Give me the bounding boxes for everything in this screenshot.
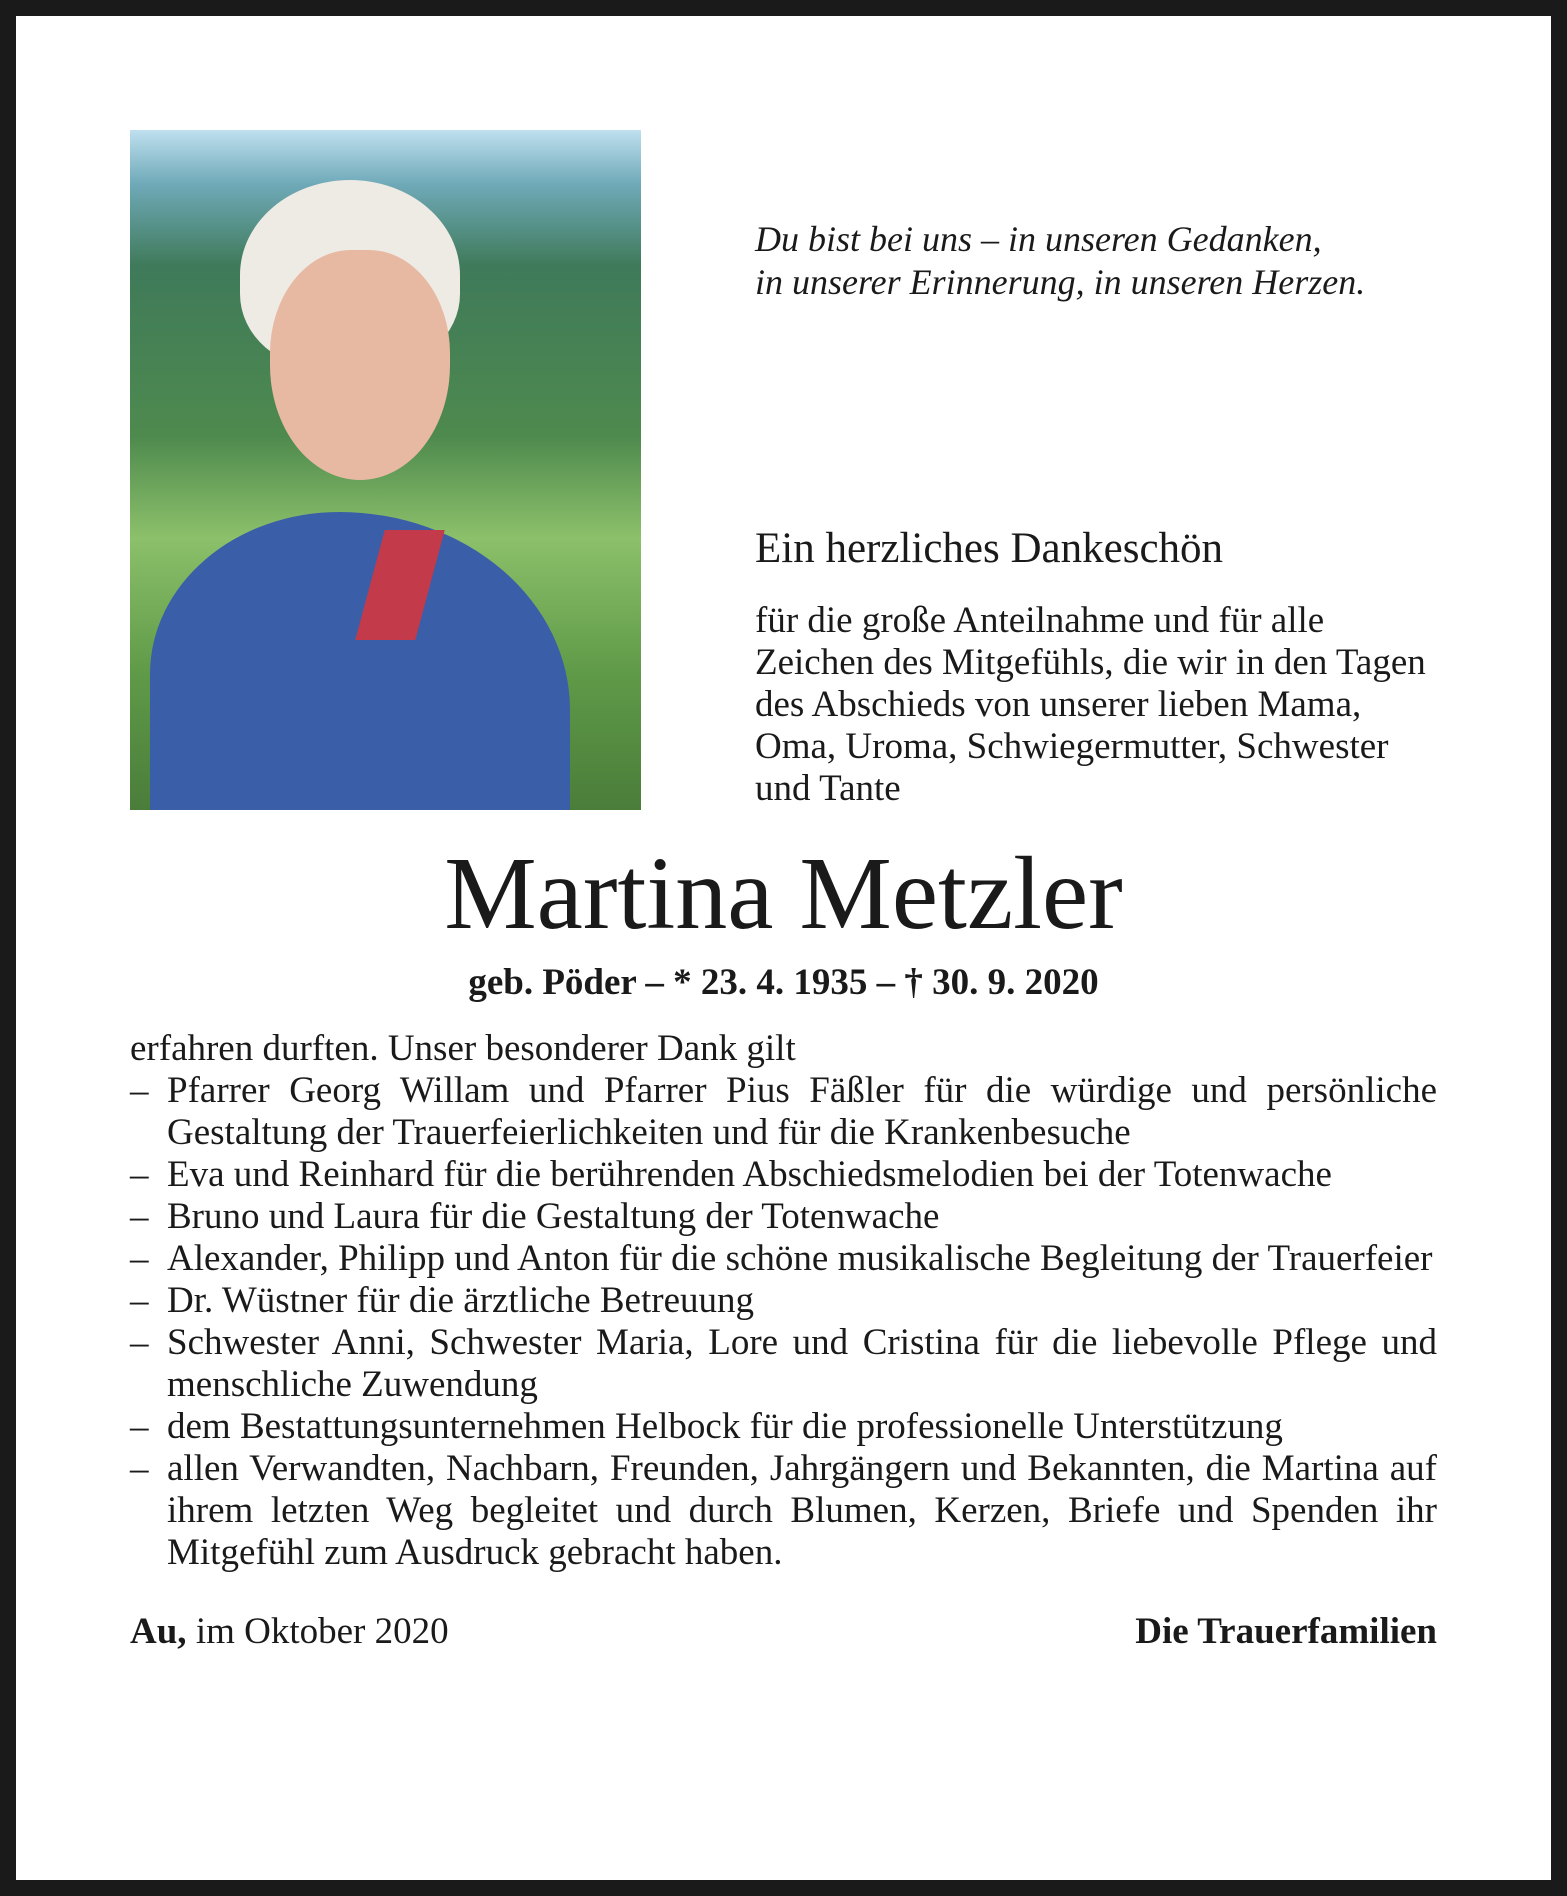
list-item [130,1154,1437,1196]
dash-bullet: – [130,1070,149,1111]
quote-line: in unserer Erinnerung, in unseren Herzen. [755,262,1366,302]
footer [130,1610,1437,1654]
list-item-text: allen Verwandten, Nachbarn, Freunden, Jahrgängern und Bekannten, die Martina auf ihrem letzten Weg begleitet und durch Blumen, Kerzen, Briefe und Spenden ihr Mitgefühl zum Ausdruck gebracht haben. [167,1448,1437,1573]
list-item-text: Bruno und Laura für die Gestaltung der Totenwache [167,1196,940,1237]
photo-face [270,250,450,480]
obituary-page [16,16,1551,1880]
list-item-text: Dr. Wüstner für die ärztliche Betreuung [167,1280,754,1321]
list-item-text: Eva und Reinhard für die berührenden Abschiedsmelodien bei der Totenwache [167,1154,1332,1195]
list-item [130,1448,1437,1574]
list-item [130,1406,1437,1448]
quote-line: Du bist bei uns – in unseren Gedanken, [755,219,1322,259]
list-item-text: Schwester Anni, Schwester Maria, Lore und Cristina für die liebevolle Pflege und menschliche Zuwendung [167,1322,1437,1405]
thanks-list [130,1070,1437,1574]
photo-cardigan [150,512,570,810]
list-item [130,1280,1437,1322]
date: im Oktober 2020 [195,1611,449,1652]
header-section [130,130,1437,810]
dash-bullet: – [130,1322,149,1363]
list-item [130,1238,1437,1280]
thanks-intro: für die große Anteilnahme und für alle Zeichen des Mitgefühls, die wir in den Tagen des Abschieds von unserer lieben Mama, Oma, Uroma, Schwiegermutter, Schwester und Tante [755,600,1426,809]
dash-bullet: – [130,1280,149,1321]
life-dates: geb. Pöder – * 23. 4. 1935 – † 30. 9. 2020 [468,962,1099,1003]
portrait-photo [130,130,641,810]
right-column [755,130,1437,810]
dash-bullet: – [130,1238,149,1279]
memorial-quote [755,218,1437,304]
place: Au, [130,1611,187,1652]
list-item [130,1322,1437,1406]
thanks-body [130,1028,1437,1574]
signature: Die Trauerfamilien [1135,1611,1437,1652]
list-item [130,1196,1437,1238]
list-item-text: Pfarrer Georg Willam und Pfarrer Pius Fäßler für die würdige und persönliche Gestaltung der Trauerfeierlichkeiten und für die Krankenbesuche [167,1070,1437,1153]
body-lead: erfahren durften. Unser besonderer Dank gilt [130,1028,796,1069]
list-item [130,1070,1437,1154]
list-item-text: Alexander, Philipp und Anton für die schöne musikalische Begleitung der Trauerfeier [167,1238,1433,1279]
thanks-heading: Ein herzliches Dankeschön [755,525,1224,572]
list-item-text: dem Bestattungsunternehmen Helbock für die professionelle Unterstützung [167,1406,1283,1447]
dash-bullet: – [130,1448,149,1489]
deceased-name: Martina Metzler [444,836,1123,951]
dash-bullet: – [130,1196,149,1237]
place-date [130,1610,449,1654]
dash-bullet: – [130,1406,149,1447]
dash-bullet: – [130,1154,149,1195]
